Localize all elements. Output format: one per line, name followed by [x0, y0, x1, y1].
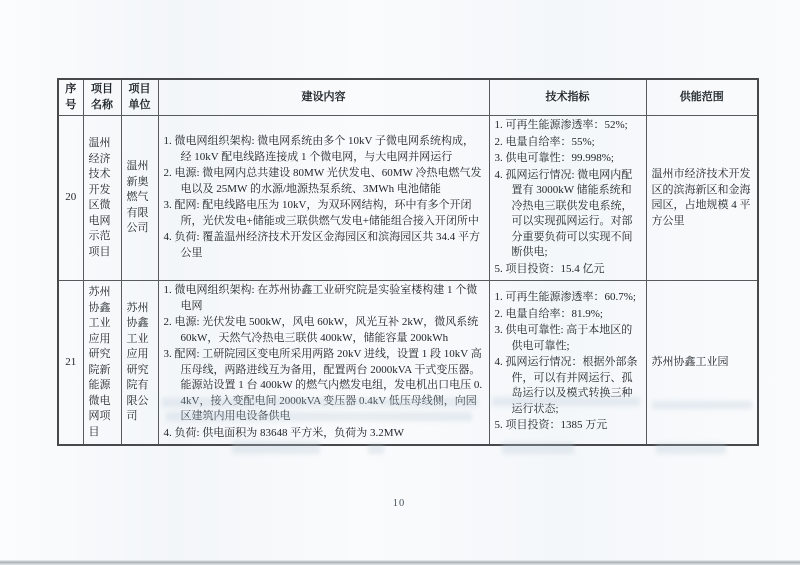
indicator-item: 2. 电量自给率：55%; — [494, 135, 595, 148]
content-item: 4. 负荷: 供电面积为 83648 平方米，负荷为 3.2MW — [163, 426, 404, 439]
header-construction-content: 建设内容 — [158, 79, 489, 116]
indicator-item: 4. 孤网运行情况：根据外部条件，可以有并网运行、孤岛运行以及模式转换三种运行状态; — [494, 356, 638, 415]
row20-construction-content — [158, 116, 489, 281]
bleedthrough-noise — [656, 443, 726, 454]
content-item: 2. 电源: 微电网内总共建设 80MW 光伏发电、60MW 冷热电燃气发电以及 25MW 的水源/地源热泵系统、3MWh 电池储能 — [163, 167, 482, 195]
indicator-item: 3. 供电可靠性: 高于本地区的供电可靠性; — [494, 324, 633, 352]
header-technical-indicators: 技术指标 — [489, 79, 646, 116]
indicator-item: 1. 可再生能源渗透率：60.7%; — [494, 291, 636, 304]
header-project-unit: 项目单位 — [121, 79, 158, 116]
row20-project-name: 温州经济技术开发区微电网示范项目 — [83, 116, 121, 281]
row21-seq: 21 — [58, 281, 83, 446]
indicator-item: 3. 供电可靠性：99.998%; — [494, 152, 614, 164]
bleedthrough-noise — [166, 412, 472, 421]
indicator-item: 2. 电量自给率：81.9%; — [494, 307, 603, 320]
row21-technical-indicators — [489, 281, 646, 446]
header-project-name: 项目名称 — [83, 79, 121, 116]
indicator-item: 1. 可再生能源渗透率：52%; — [494, 119, 628, 131]
bleedthrough-noise — [502, 442, 574, 454]
content-item: 3. 配网: 工研院园区变电所采用两路 20kV 进线，设置 1 段 10kV 高压母线，两路进线互为备用，配置两台 2000kVA 干式变压器。能源站设置 1 台 400kW 的燃气内燃发电组，发电机出口电压 0.4kV，接入变配电间 2000kVA 变压器 0.4kV 低压母线侧，向园区建筑内用电设备供电 — [163, 348, 483, 422]
bleedthrough-noise — [368, 444, 384, 454]
content-item: 1. 微电网组织架构: 微电网系统由多个 10kV 子微电网系统构成，经 10kV 配电线路连接成 1 个微电网，与大电网并网运行 — [163, 135, 475, 163]
header-seq: 序号 — [58, 79, 83, 116]
table-header-row — [58, 79, 758, 116]
row20-seq: 20 — [58, 116, 83, 281]
indicator-item: 5. 项目投资：1385 万元 — [494, 419, 608, 432]
content-item: 2. 电源: 光伏发电 500kW，风电 60kW，风光互补 2kW，微风系统 60kW，天然气冷热电三联供 400kW，储能容量 200kWh — [163, 316, 479, 344]
bleedthrough-noise — [492, 397, 640, 406]
header-supply-scope: 供能范围 — [646, 79, 758, 116]
row20-technical-indicators — [489, 116, 646, 281]
bleedthrough-noise — [232, 441, 320, 454]
row21-project-unit: 苏州协鑫工业应用研究院有限公司 — [121, 281, 158, 446]
content-item: 4. 负荷: 覆盖温州经济技术开发区金海园区和滨海园区共 34.4 平方公里 — [163, 231, 481, 259]
indicator-item: 5. 项目投资：15.4 亿元 — [494, 262, 605, 275]
content-item: 3. 配网: 配电线路电压为 10kV，为双环网结构，环中有多个开闭所，光伏发电+储能或三联供燃气发电+储能组合接入开闭所中 — [163, 199, 479, 227]
row20-supply-scope: 温州市经济技术开发区的滨海新区和金海园区，占地规模 4 平方公里 — [646, 116, 758, 281]
content-item: 1. 微电网组织架构: 在苏州协鑫工业研究院是实验室楼构建 1 个微电网 — [163, 284, 478, 312]
row20-project-unit: 温州新奥燃气有限公司 — [121, 116, 158, 281]
row21-supply-scope: 苏州协鑫工业园 — [646, 281, 758, 446]
indicator-item: 4. 孤网运行情况: 微电网内配置有 3000kW 储能系统和冷热电三联供发电系统，可以实现孤网运行。对部分重要负荷可以实现不间断供电; — [494, 168, 633, 258]
scan-bottom-edge — [0, 560, 800, 565]
microgrid-projects-table — [57, 78, 759, 446]
table-row — [58, 116, 758, 281]
row21-project-name: 苏州协鑫工业应用研究院新能源微电网项目 — [83, 281, 121, 446]
bleedthrough-noise — [162, 398, 478, 407]
page-number: 10 — [392, 498, 406, 509]
bleedthrough-noise — [652, 401, 752, 409]
